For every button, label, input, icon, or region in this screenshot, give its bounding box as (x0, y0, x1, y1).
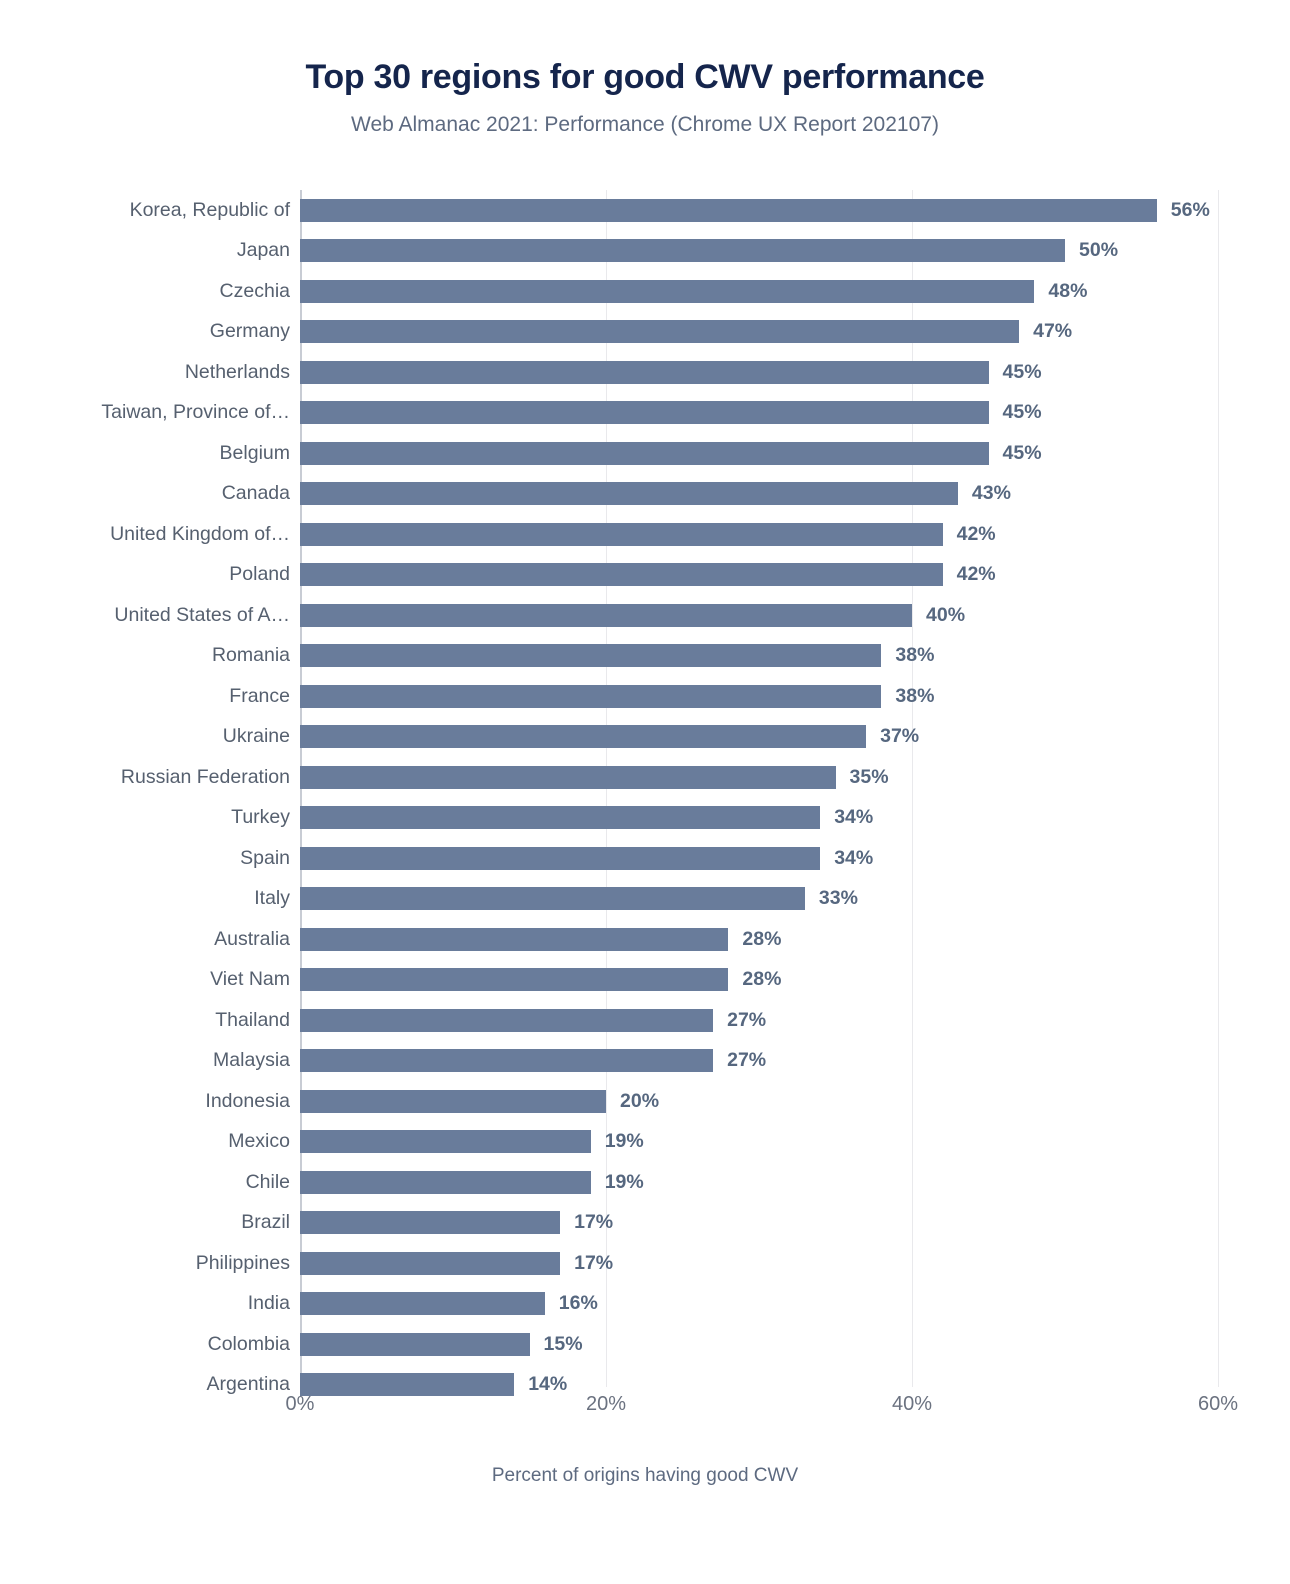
bar (300, 1009, 713, 1032)
x-tick-label: 40% (891, 1393, 933, 1415)
category-label: Russian Federation (120, 765, 290, 788)
bar-value-label: 35% (849, 765, 889, 788)
category-label: Malaysia (213, 1049, 290, 1072)
bar (300, 968, 728, 991)
bar (300, 1090, 606, 1113)
category-label: Taiwan, Province of… (101, 401, 290, 424)
bar-value-label: 27% (727, 1008, 767, 1031)
bar-row (0, 514, 1290, 555)
bar-value-label: 16% (558, 1292, 598, 1315)
chart-title: Top 30 regions for good CWV performance (305, 58, 985, 96)
bar-value-label: 45% (1002, 401, 1042, 424)
category-label: Korea, Republic of (129, 198, 290, 221)
category-label: Germany (209, 320, 290, 343)
bar-value-label: 19% (604, 1170, 644, 1193)
bar-value-label: 48% (1048, 279, 1088, 302)
category-label: Chile (245, 1170, 290, 1193)
bar-value-label: 28% (742, 927, 782, 950)
bar-zone (300, 393, 1290, 434)
bar-row (0, 555, 1290, 596)
category-label: Thailand (215, 1008, 290, 1031)
bar-zone (300, 919, 1290, 960)
bar-row (0, 352, 1290, 393)
category-label: Japan (236, 239, 290, 262)
bar-zone (300, 1000, 1290, 1041)
bar-row (0, 474, 1290, 515)
bar-row (0, 1041, 1290, 1082)
bar-row (0, 1081, 1290, 1122)
chart-subtitle: Web Almanac 2021: Performance (Chrome UX Report 202107) (351, 113, 939, 136)
bar-zone (300, 231, 1290, 272)
category-label: Netherlands (184, 360, 290, 383)
bar-zone (300, 514, 1290, 555)
bar-value-label: 47% (1033, 320, 1073, 343)
bar-value-label: 40% (926, 603, 966, 626)
bar-value-label: 20% (620, 1089, 660, 1112)
bar-row (0, 717, 1290, 758)
bar-value-label: 34% (834, 846, 874, 869)
plot-area (0, 190, 1290, 1420)
bar-zone (300, 1243, 1290, 1284)
bar (300, 806, 820, 829)
bar-zone (300, 352, 1290, 393)
category-label: Canada (221, 482, 290, 505)
x-tick-label: 60% (1197, 1393, 1239, 1415)
bar-value-label: 38% (895, 684, 935, 707)
bar-value-label: 43% (971, 482, 1011, 505)
bar-zone (300, 676, 1290, 717)
category-label: United Kingdom of… (110, 522, 290, 545)
bar-value-label: 19% (604, 1130, 644, 1153)
bar-value-label: 42% (956, 563, 996, 586)
bar-zone (300, 190, 1290, 231)
category-label: United States of A… (114, 603, 290, 626)
category-label: Turkey (231, 806, 290, 829)
x-tick-label: 0% (285, 1393, 315, 1415)
category-label: Ukraine (222, 725, 290, 748)
x-axis-label: Percent of origins having good CWV (491, 1465, 799, 1486)
category-label: Philippines (195, 1251, 290, 1274)
bar-row (0, 879, 1290, 920)
bar (300, 1049, 713, 1072)
bar-zone (300, 595, 1290, 636)
x-tick-label: 20% (585, 1393, 627, 1415)
bar-row (0, 1284, 1290, 1325)
bar-zone (300, 271, 1290, 312)
bar-row (0, 798, 1290, 839)
bar (300, 887, 805, 910)
bar-row (0, 1122, 1290, 1163)
bar (300, 604, 912, 627)
bar-row (0, 190, 1290, 231)
bar-zone (300, 838, 1290, 879)
bar-value-label: 45% (1002, 441, 1042, 464)
bar (300, 928, 728, 951)
bar (300, 725, 866, 748)
category-label: Poland (229, 563, 290, 586)
category-label: Indonesia (205, 1089, 290, 1112)
bar-value-label: 45% (1002, 360, 1042, 383)
bar (300, 199, 1157, 222)
bar-zone (300, 960, 1290, 1001)
bar-row (0, 1162, 1290, 1203)
bar (300, 644, 881, 667)
bar-row (0, 1243, 1290, 1284)
bar-value-label: 56% (1170, 198, 1210, 221)
bar-row (0, 271, 1290, 312)
bar (300, 1211, 560, 1234)
bar-row (0, 312, 1290, 353)
bar-value-label: 50% (1079, 239, 1119, 262)
category-label: Argentina (206, 1373, 290, 1396)
bar-row (0, 1324, 1290, 1365)
bar (300, 1292, 545, 1315)
bar-row (0, 1000, 1290, 1041)
bar-value-label: 27% (727, 1049, 767, 1072)
bar-zone (300, 1203, 1290, 1244)
bar-value-label: 33% (818, 887, 858, 910)
bar-zone (300, 636, 1290, 677)
bar (300, 1333, 530, 1356)
category-label: Spain (240, 846, 290, 869)
bar-zone (300, 1041, 1290, 1082)
bar (300, 1130, 591, 1153)
bar (300, 320, 1019, 343)
x-axis (285, 1387, 1290, 1420)
bar-row (0, 393, 1290, 434)
bar-row (0, 919, 1290, 960)
bar (300, 847, 820, 870)
category-label: Brazil (241, 1211, 290, 1234)
bar (300, 401, 989, 424)
bar-row (0, 636, 1290, 677)
bar-zone (300, 474, 1290, 515)
bar-row (0, 1203, 1290, 1244)
category-label: Czechia (219, 279, 290, 302)
bar-zone (300, 798, 1290, 839)
bar-zone (300, 1324, 1290, 1365)
bar-zone (300, 757, 1290, 798)
bar-value-label: 17% (574, 1251, 614, 1274)
bar-value-label: 42% (956, 522, 996, 545)
bar-zone (300, 1162, 1290, 1203)
bar-row (0, 595, 1290, 636)
bar (300, 1252, 560, 1275)
bar (300, 361, 989, 384)
bar-rows (0, 190, 1290, 1396)
bar-zone (300, 433, 1290, 474)
bar-zone (300, 312, 1290, 353)
category-label: Mexico (228, 1130, 290, 1153)
category-label: Romania (211, 644, 290, 667)
category-label: Belgium (219, 441, 290, 464)
bar-row (0, 676, 1290, 717)
bar-value-label: 37% (880, 725, 920, 748)
bar-row (0, 231, 1290, 272)
category-label: Colombia (207, 1332, 290, 1355)
category-label: France (229, 684, 290, 707)
bar-value-label: 34% (834, 806, 874, 829)
category-label: Australia (214, 927, 290, 950)
bar-row (0, 433, 1290, 474)
bar-zone (300, 879, 1290, 920)
bar (300, 523, 943, 546)
bar (300, 1171, 591, 1194)
bar-zone (300, 1284, 1290, 1325)
bar-zone (300, 1081, 1290, 1122)
bar (300, 442, 989, 465)
bar (300, 482, 958, 505)
bar-value-label: 17% (574, 1211, 614, 1234)
category-label: Viet Nam (210, 968, 290, 991)
bar (300, 766, 836, 789)
bar (300, 239, 1065, 262)
category-label: Italy (254, 887, 290, 910)
bar-zone (300, 555, 1290, 596)
bar-zone (300, 1122, 1290, 1163)
bar (300, 280, 1034, 303)
bar-value-label: 14% (528, 1373, 568, 1396)
bar (300, 563, 943, 586)
bar-row (0, 838, 1290, 879)
bar-zone (300, 717, 1290, 758)
category-label: India (247, 1292, 290, 1315)
bar (300, 685, 881, 708)
bar-value-label: 15% (543, 1332, 583, 1355)
bar-value-label: 28% (742, 968, 782, 991)
bar-row (0, 960, 1290, 1001)
bar-value-label: 38% (895, 644, 935, 667)
bar-row (0, 757, 1290, 798)
